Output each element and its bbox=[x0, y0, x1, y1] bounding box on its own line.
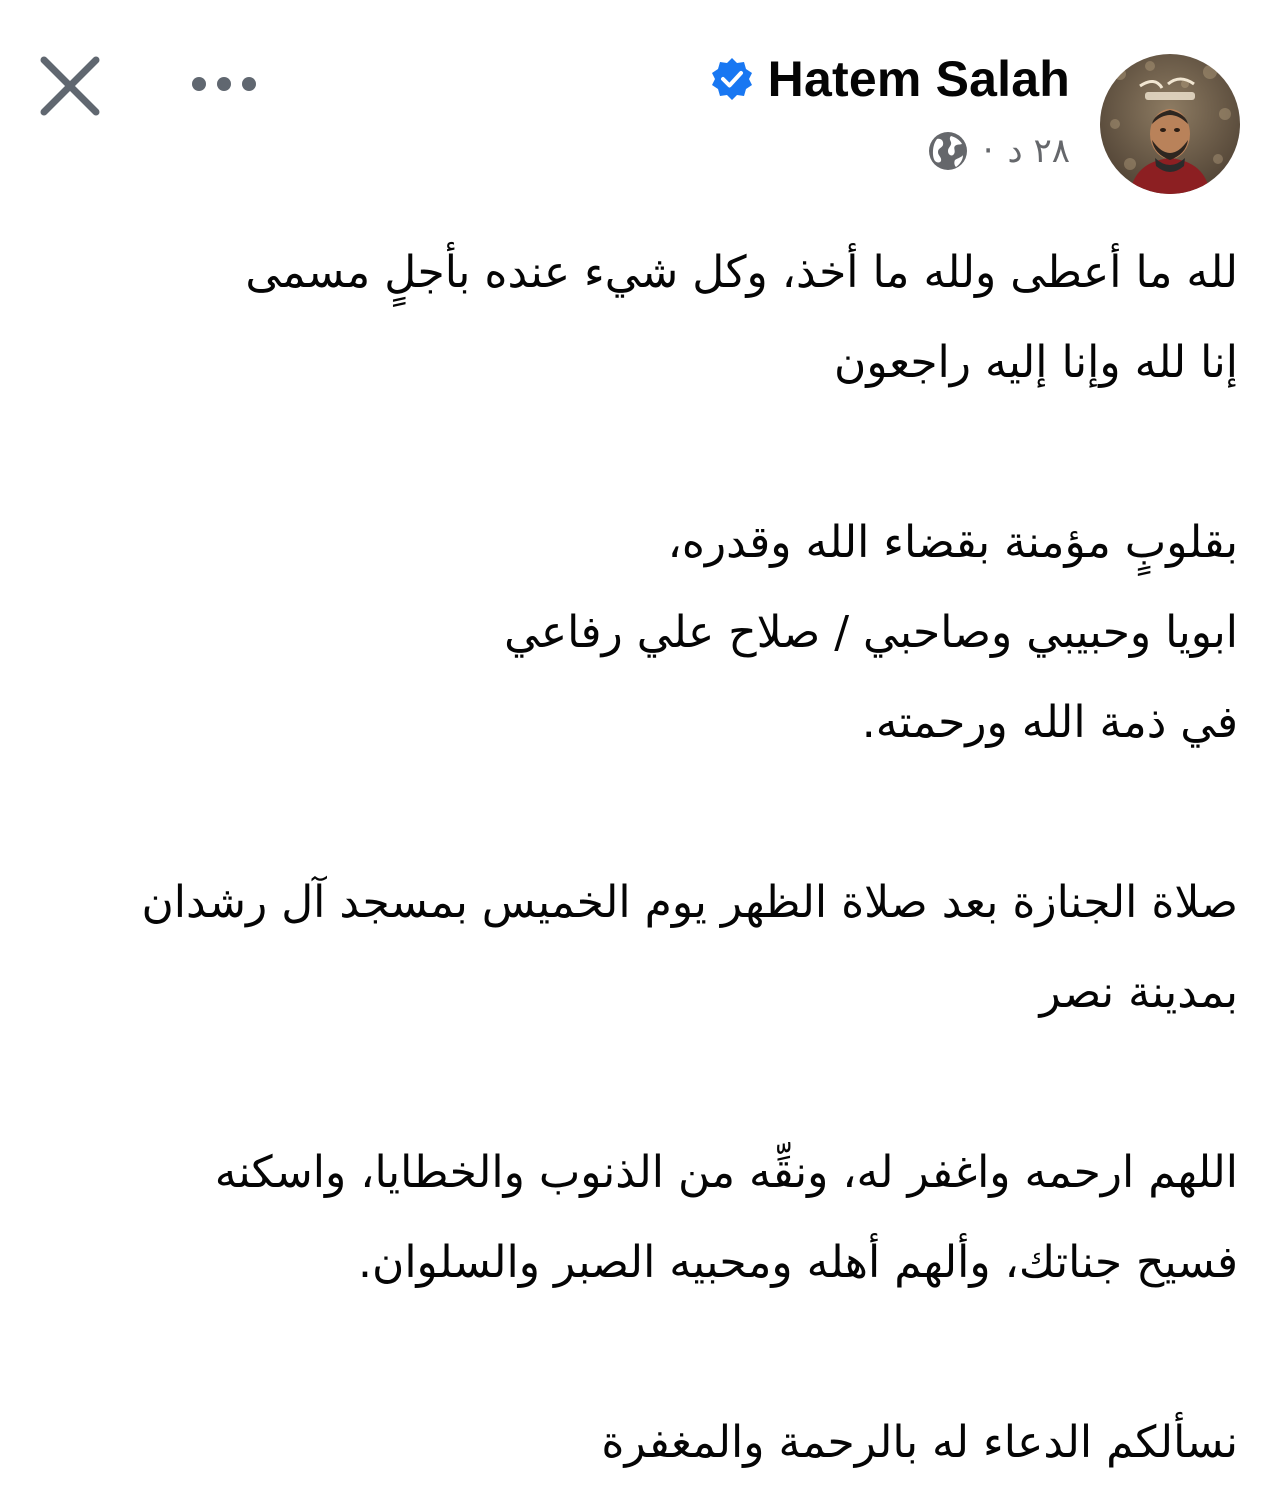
post-line: اللهم ارحمه واغفر له، ونقِّه من الذنوب والخطايا، واسكنه bbox=[214, 1147, 1238, 1198]
paragraph-gap bbox=[38, 768, 1238, 858]
post-time[interactable]: ٢٨ د bbox=[1007, 131, 1070, 171]
post-body bbox=[38, 228, 1238, 1488]
author-avatar[interactable] bbox=[1100, 54, 1240, 194]
post-line: في ذمة الله ورحمته. bbox=[861, 697, 1238, 748]
author-row bbox=[710, 46, 1070, 112]
post-header bbox=[710, 46, 1240, 206]
post-line: بمدينة نصر bbox=[1039, 967, 1238, 1018]
close-icon bbox=[34, 50, 106, 122]
author-name[interactable]: Hatem Salah bbox=[767, 51, 1070, 107]
avatar-image bbox=[1100, 54, 1240, 194]
paragraph-gap bbox=[38, 408, 1238, 498]
close-button[interactable] bbox=[34, 50, 106, 122]
post-line: نسألكم الدعاء له بالرحمة والمغفرة bbox=[601, 1417, 1238, 1468]
paragraph-gap bbox=[38, 1308, 1238, 1398]
post-meta bbox=[710, 46, 1070, 172]
post-line: إنا لله وإنا إليه راجعون bbox=[834, 337, 1238, 388]
more-options-button[interactable] bbox=[186, 62, 262, 106]
more-icon bbox=[186, 62, 262, 106]
post-line: بقلوبٍ مؤمنة بقضاء الله وقدره، bbox=[667, 517, 1238, 568]
post-subline bbox=[927, 130, 1070, 172]
post-line: صلاة الجنازة بعد صلاة الظهر يوم الخميس بمسجد آل رشدان bbox=[141, 877, 1238, 928]
verified-badge-icon bbox=[710, 57, 754, 101]
post-line: لله ما أعطى ولله ما أخذ، وكل شيء عنده بأجلٍ مسمى bbox=[245, 247, 1238, 298]
post-line: فسيح جناتك، وألهم أهله ومحبيه الصبر والسلوان. bbox=[358, 1237, 1238, 1288]
separator-dot: · bbox=[982, 131, 994, 171]
post-line: ابويا وحبيبي وصاحبي / صلاح علي رفاعي bbox=[504, 607, 1238, 658]
paragraph-gap bbox=[38, 1038, 1238, 1128]
globe-icon[interactable] bbox=[927, 130, 969, 172]
